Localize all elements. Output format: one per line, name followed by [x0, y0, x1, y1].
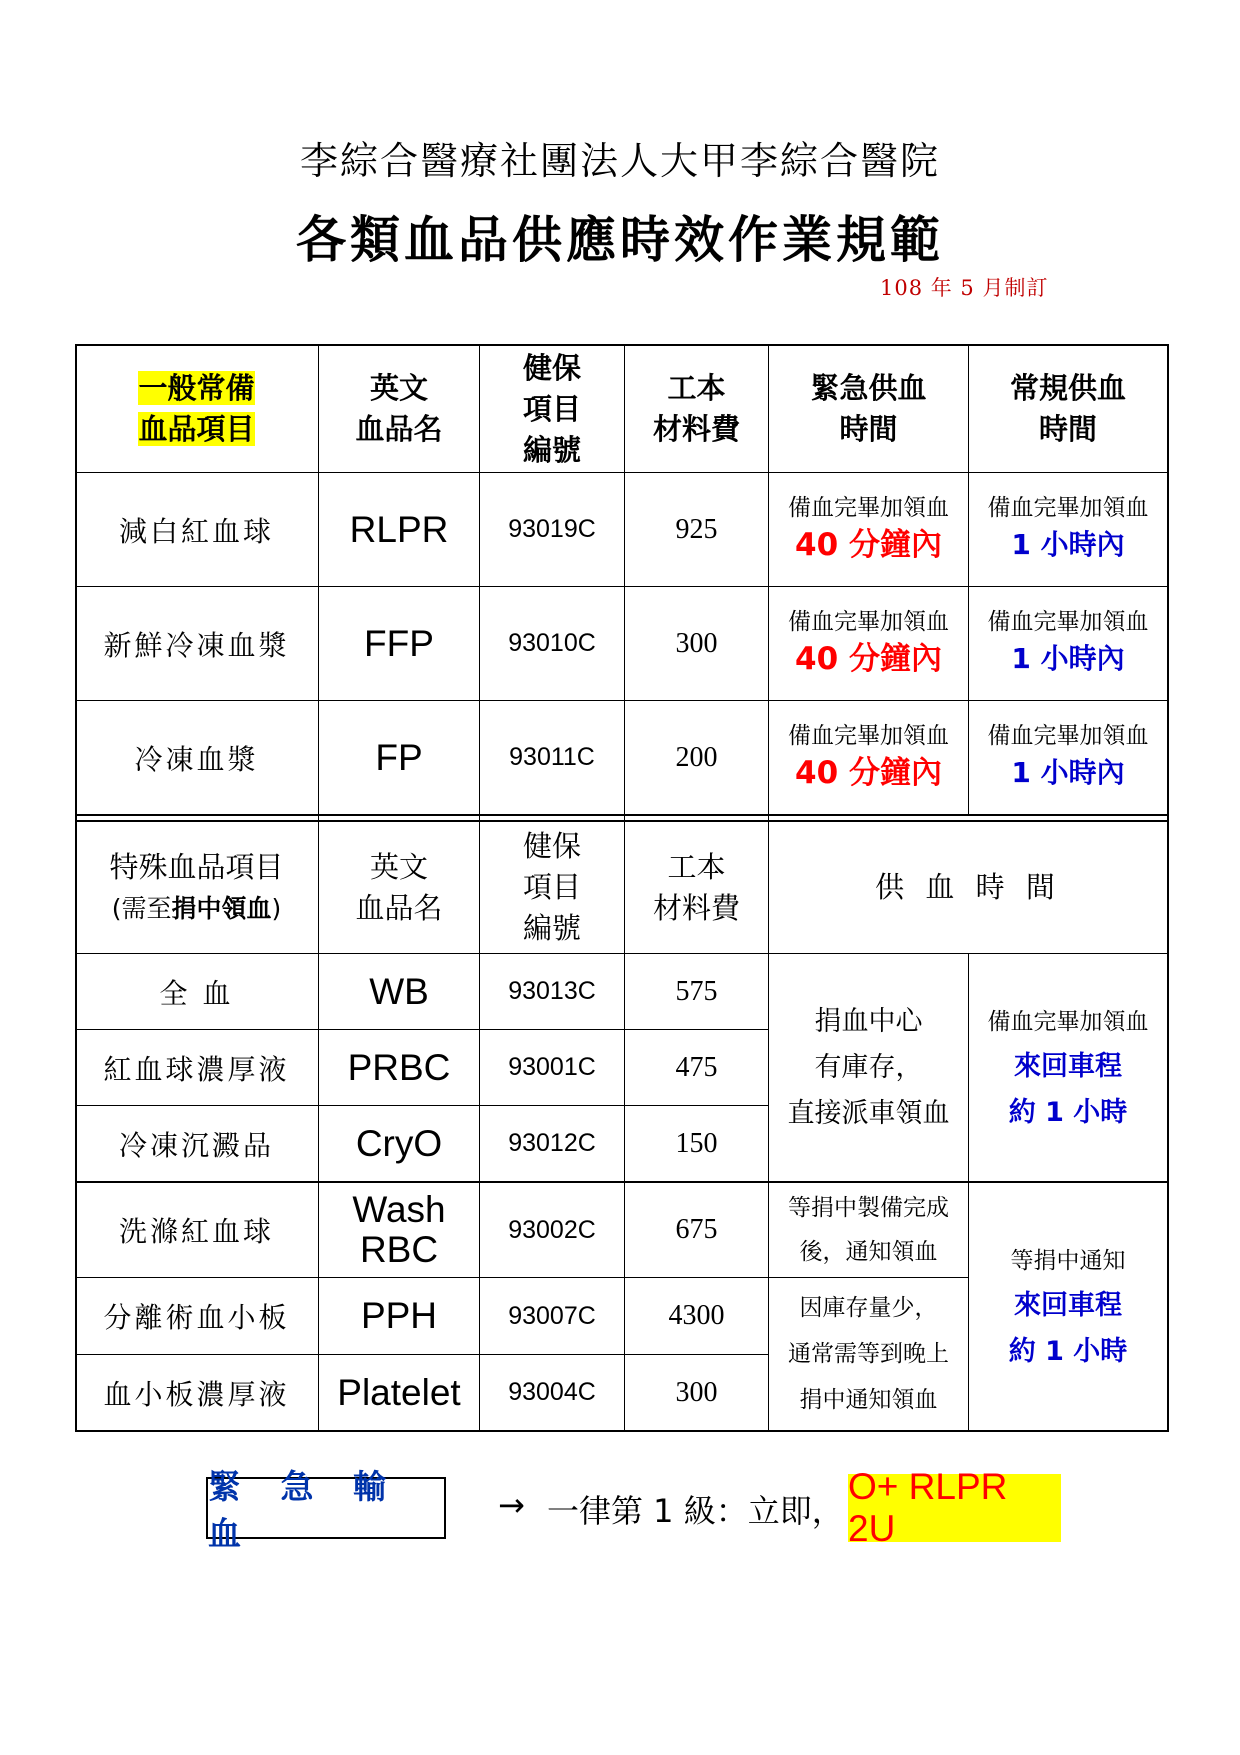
table-row-fee: 300: [675, 627, 718, 659]
routine-time-cell: 備血完畢加領血 1 小時內: [987, 494, 1149, 561]
fee-header: 工本 材料費: [652, 849, 740, 925]
emergency-time-header: 緊急供血 時間: [810, 371, 927, 446]
english-name-header: 英文 血品名: [355, 371, 443, 446]
table-row-english: CryO: [355, 1122, 443, 1164]
blood-product-table: [75, 344, 1169, 1432]
stock-supply-time: 備血完畢加領血 來回車程 約 1 小時: [987, 1008, 1149, 1128]
stock-supply-note: 捐血中心 有庫存， 直接派車領血: [787, 1005, 950, 1129]
table-row-fee: 150: [675, 1127, 718, 1159]
hospital-name: 李綜合醫療社團法人大甲李綜合醫院: [299, 139, 940, 183]
document-title: 各類血品供應時效作業規範: [296, 210, 944, 269]
table-row-fee: 675: [675, 1214, 718, 1245]
table-row-english: RLPR: [349, 508, 449, 550]
table-row-code: 93007C: [508, 1301, 596, 1330]
center-notify-time: 等捐中通知 來回車程 約 1 小時: [1008, 1247, 1128, 1367]
table-row-name: 紅血球濃厚液: [103, 1052, 290, 1086]
table-row-english: PRBC: [347, 1046, 451, 1088]
table-row-code: 93019C: [508, 515, 596, 543]
table-row-fee: 925: [675, 513, 718, 545]
table-row-name: 全 血: [159, 976, 234, 1010]
fee-header: 工本 材料費: [652, 371, 740, 446]
table-row-english: Platelet: [337, 1371, 461, 1413]
supply-time-header: 供 血 時 間: [875, 870, 1061, 904]
table-row-fee: 575: [675, 975, 718, 1007]
routine-time-cell: 備血完畢加領血 1 小時內: [987, 722, 1149, 789]
table-row-fee: 300: [675, 1376, 718, 1408]
general-item-header: 一般常備 血品項目: [138, 371, 255, 446]
arrow-right-icon: →: [498, 1486, 525, 1524]
table-row-fee: 200: [675, 741, 718, 773]
table-row-fee: 4300: [668, 1300, 725, 1331]
nhi-code-header: 健保 項目 編號: [522, 350, 581, 467]
routine-time-cell: 備血完畢加領血 1 小時內: [987, 608, 1149, 675]
emergency-product-highlight: O+ RLPR 2U: [848, 1474, 1061, 1542]
emergency-time-cell: 備血完畢加領血 40 分鐘內: [788, 722, 949, 791]
table-row-code: 93002C: [508, 1215, 596, 1244]
table-row-name: 血小板濃厚液: [103, 1377, 290, 1411]
english-name-header: 英文 血品名: [355, 849, 443, 925]
table-row-name: 洗滌紅血球: [118, 1215, 274, 1248]
table-row-name: 冷凍血漿: [134, 742, 259, 776]
table-row-name: 減白紅血球: [118, 514, 274, 548]
emergency-transfusion-label: 緊 急 輸 血: [206, 1477, 446, 1539]
platelet-supply-note: 因庫存量少， 通常需等到晚上 捐中通知領血: [788, 1295, 949, 1413]
table-row-name: 分離術血小板: [103, 1301, 290, 1334]
table-row-name: 冷凍沉澱品: [118, 1128, 274, 1162]
table-row-code: 93012C: [508, 1129, 596, 1157]
table-row-name: 新鮮冷凍血漿: [103, 628, 290, 662]
table-row-english: Wash RBC: [352, 1189, 446, 1270]
wash-supply-note: 等捐中製備完成 後，通知領血: [788, 1195, 949, 1265]
table-row-code: 93004C: [508, 1378, 596, 1406]
table-row-code: 93010C: [508, 629, 596, 657]
nhi-code-header: 健保 項目 編號: [522, 829, 581, 945]
table-row-english: PPH: [360, 1295, 438, 1336]
emergency-time-cell: 備血完畢加領血 40 分鐘內: [788, 494, 949, 563]
table-row-english: WB: [369, 970, 429, 1012]
table-row-fee: 475: [675, 1051, 718, 1083]
table-row-code: 93011C: [509, 743, 595, 771]
routine-time-header: 常規供血 時間: [1009, 371, 1126, 446]
table-row-english: FFP: [364, 622, 434, 664]
special-item-header: 特殊血品項目 (需至捐中領血): [109, 849, 284, 923]
emergency-rule-text: 一律第 1 級：立即，: [547, 1492, 844, 1530]
table-row-english: FP: [375, 736, 423, 778]
emergency-time-cell: 備血完畢加領血 40 分鐘內: [788, 608, 949, 677]
table-row-code: 93001C: [508, 1053, 596, 1081]
revision-date: 108 年 5 月制訂: [880, 276, 1049, 300]
table-row-code: 93013C: [508, 977, 596, 1005]
